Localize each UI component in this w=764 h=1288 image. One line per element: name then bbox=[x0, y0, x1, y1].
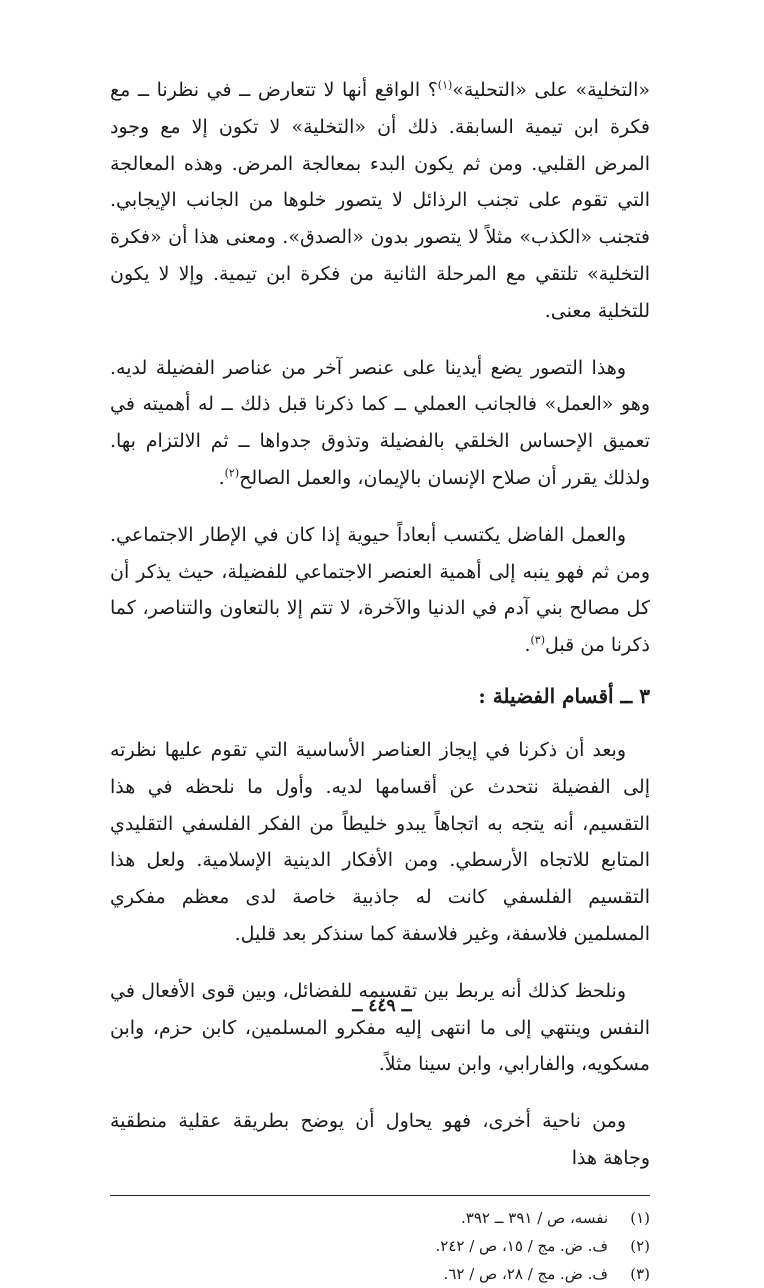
footnote-ref-2[interactable]: (٢) bbox=[224, 466, 240, 480]
paragraph-2 bbox=[110, 350, 650, 497]
paragraph-2-text: وهذا التصور يضع أيدينا على عنصر آخر من عناصر الفضيلة لديه. وهو «العمل» فالجانب العملي ــ كما ذكرنا قبل ذلك ــ له أهميته في تعميق الإحساس الخلقي بالفضيلة وتذوق جدواها ــ ثم الالتزام بها. ولذلك يقرر أن صلاح الإنسان بالإيمان، والعمل الصالح bbox=[110, 356, 650, 489]
footnote-item bbox=[110, 1232, 650, 1260]
paragraph-1-text-start: «التخلية» على «التحلية» bbox=[452, 79, 650, 101]
footnotes-list bbox=[110, 1204, 650, 1288]
section-heading: ٣ ــ أقسام الفضيلة : bbox=[478, 683, 650, 708]
footnote-item bbox=[110, 1260, 650, 1288]
footnote-item bbox=[110, 1204, 650, 1232]
paragraph-3-period: . bbox=[524, 634, 531, 657]
paragraph-4: وبعد أن ذكرنا في إيجاز العناصر الأساسية التي تقوم عليها نظرته إلى الفضيلة نتحدث عن أقسامها لديه. وأول ما نلحظه في هذا التقسيم، أنه يتجه به اتجاهاً يبدو خليطاً من الفكر الفلسفي التقليدي المتابع للاتجاه الأرسطي. ومن الأفكار الدينية الإسلامية. ولعل هذا التقسيم الفلسفي كانت له جاذبية خاصة لدى معظم مفكري المسلمين فلاسفة، وغير فلاسفة كما سنذكر بعد قليل. bbox=[110, 738, 650, 945]
page-number: ــ ٤٤٩ ــ bbox=[352, 996, 412, 1016]
footnote-number: (١) bbox=[630, 1208, 650, 1227]
page-content bbox=[110, 72, 650, 1288]
paragraph-3 bbox=[110, 517, 650, 664]
footnote-ref-1[interactable]: (١) bbox=[437, 78, 453, 92]
paragraph-2-period: . bbox=[218, 466, 225, 489]
paragraph-1-text-rest: ؟ الواقع أنها لا تتعارض ــ في نظرنا ــ مع فكرة ابن تيمية السابقة. ذلك أن «التخلية» لا تكون إلا مع وجود المرض القلبي. ومن ثم يكون البدء بمعالجة المرض. وهذه المعالجة التي تقوم على تجنب الرذائل لا يتصور خلوها من الجانب الإيجابي. فتجنب «الكذب» مثلاً لا يتصور بدون «الصدق». ومعنى هذا أن «فكرة التخلية» تلتقي مع المرحلة الثانية من فكرة ابن تيمية. وإلا لا يكون للتخلية معنى. bbox=[110, 79, 650, 322]
paragraph-1 bbox=[110, 72, 650, 330]
footnote-number: (٣) bbox=[630, 1264, 650, 1283]
paragraph-6: ومن ناحية أخرى، فهو يحاول أن يوضح بطريقة عقلية منطقية وجاهة هذا bbox=[110, 1110, 650, 1169]
paragraph-3-text: والعمل الفاضل يكتسب أبعاداً حيوية إذا كان في الإطار الاجتماعي. ومن ثم فهو ينبه إلى أهمية العنصر الاجتماعي للفضيلة، حيث يذكر أن كل مصالح بني آدم في الدنيا والآخرة، لا تتم إلا بالتعاون والتناصر، كما ذكرنا من قبل bbox=[110, 523, 650, 657]
footnote-text: نفسه، ص / ٣٩١ ــ ٣٩٢. bbox=[461, 1208, 608, 1227]
footnote-ref-3[interactable]: (٣) bbox=[530, 633, 545, 647]
footnote-text: ف. ض. مج / ٢٨، ص / ٦٢. bbox=[443, 1264, 608, 1283]
footnote-divider bbox=[110, 1195, 650, 1196]
paragraph-5: ونلحظ كذلك أنه يربط بين تقسيمه للفضائل، وبين قوى الأفعال في النفس وينتهي إلى ما انتهى إليه مفكرو المسلمين، كابن حزم، وابن مسكويه، والفارابي، وابن سينا مثلاً. bbox=[110, 979, 650, 1076]
footnote-text: ف. ض. مج / ١٥، ص / ٢٤٢. bbox=[435, 1236, 608, 1255]
footnote-number: (٢) bbox=[630, 1236, 650, 1255]
